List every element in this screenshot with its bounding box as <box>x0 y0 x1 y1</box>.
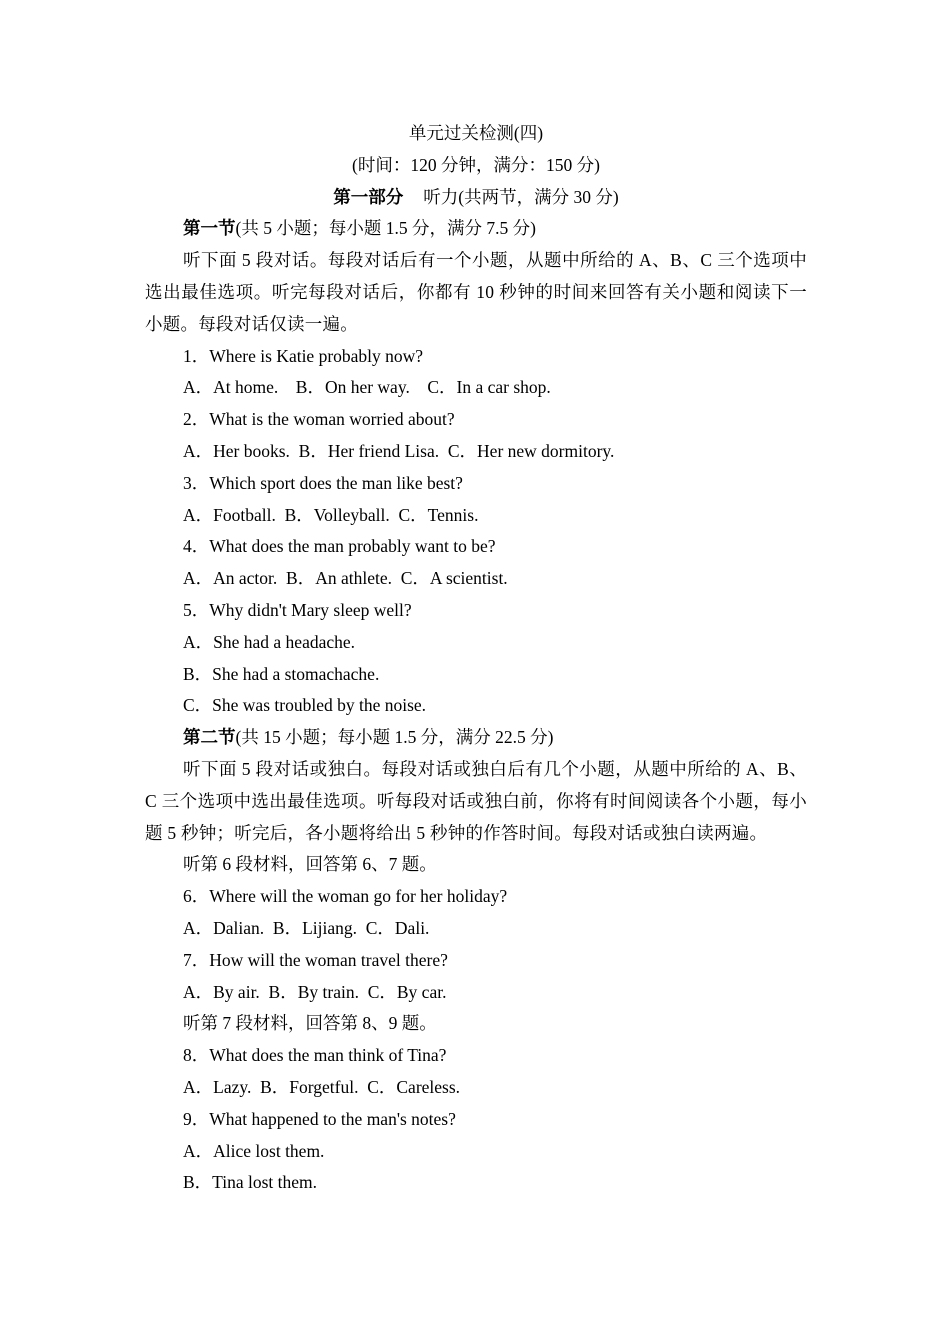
question-6: 6．Where will the woman go for her holiday? <box>183 886 508 907</box>
document-page <box>145 118 807 1199</box>
section2-heading-rest: (共 15 小题；每小题 1.5 分，满分 22.5 分) <box>235 727 554 748</box>
section2-heading-bold: 第二节 <box>183 727 236 748</box>
question-9-option-b: B．Tina lost them. <box>183 1172 318 1193</box>
question-5-option-c: C．She was troubled by the noise. <box>183 695 427 716</box>
question-8-options: A．Lazy. B．Forgetful. C．Careless. <box>183 1076 461 1097</box>
question-5-option-a: A．She had a headache. <box>183 631 356 652</box>
section1-heading-rest: (共 5 小题；每小题 1.5 分，满分 7.5 分) <box>235 218 536 239</box>
part-heading-rest: 听力(共两节，满分 30 分) <box>423 186 619 207</box>
question-9: 9．What happened to the man's notes? <box>183 1108 456 1129</box>
question-2: 2．What is the woman worried about? <box>183 409 455 430</box>
question-4: 4．What does the man probably want to be? <box>183 536 496 557</box>
question-5: 5．Why didn't Mary sleep well? <box>183 599 412 620</box>
question-5-option-b: B．She had a stomachache. <box>183 663 380 684</box>
section2-heading <box>145 722 807 754</box>
question-1-options: A．At home. B．On her way. C．In a car shop. <box>183 377 551 398</box>
question-3: 3．Which sport does the man like best? <box>183 472 463 493</box>
question-3-options: A．Football. B．Volleyball. C．Tennis. <box>183 504 479 525</box>
section2-instructions: 听下面 5 段对话或独白。每段对话或独白后有几个小题，从题中所给的 A、B、C 三个选项中选出最佳选项。听每段对话或独白前，你将有时间阅读各个小题，每小题 5 秒钟；听完后，各小题将给出 5 秒钟的作答时间。每段对话或独白读两遍。 <box>145 758 807 843</box>
question-4-options: A．An actor. B．An athlete. C．A scientist. <box>183 568 508 589</box>
exam-time-info: (时间：120 分钟，满分：150 分) <box>352 154 600 175</box>
question-9-option-a: A．Alice lost them. <box>183 1140 325 1161</box>
question-8: 8．What does the man think of Tina? <box>183 1045 447 1066</box>
part-heading-bold: 第一部分 <box>333 186 404 207</box>
question-7: 7．How will the woman travel there? <box>183 949 448 970</box>
material-6-note: 听第 6 段材料，回答第 6、7 题。 <box>183 854 437 875</box>
material-7-note: 听第 7 段材料，回答第 8、9 题。 <box>183 1013 437 1034</box>
part-heading <box>145 182 807 214</box>
exam-title: 单元过关检测(四) <box>408 123 544 143</box>
question-6-options: A．Dalian. B．Lijiang. C．Dali. <box>183 917 430 938</box>
section1-heading <box>145 213 807 245</box>
question-7-options: A．By air. B．By train. C．By car. <box>183 981 447 1002</box>
question-1: 1．Where is Katie probably now? <box>183 345 424 366</box>
section1-instructions: 听下面 5 段对话。每段对话后有一个小题，从题中所给的 A、B、C 三个选项中选出最佳选项。听完每段对话后，你都有 10 秒钟的时间来回答有关小题和阅读下一小题。每段对话仅读一遍。 <box>145 250 807 334</box>
section1-heading-bold: 第一节 <box>183 218 236 239</box>
question-2-options: A．Her books. B．Her friend Lisa. C．Her new dormitory. <box>183 440 615 461</box>
